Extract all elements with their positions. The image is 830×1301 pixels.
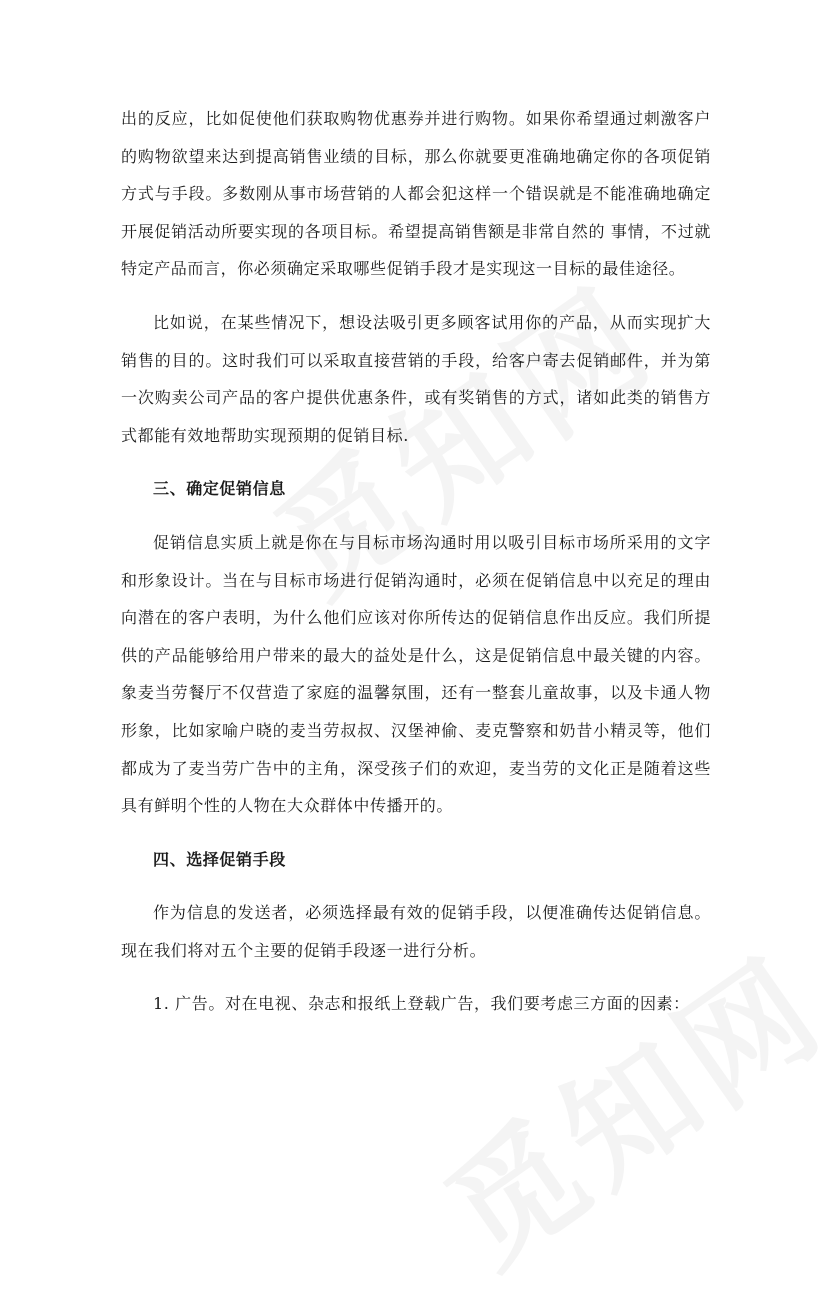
paragraph: 促销信息实质上就是你在与目标市场沟通时用以吸引目标市场所采用的文字和形象设计。当在与目标市场进行促销沟通时，必须在促销信息中以充足的理由向潜在的客户表明，为什么他们应该对你所传达的促销信息作出反应。我们所提供的产品能够给用户带来的最大的益处是什么，这是促销信息中最关键的内容。象麦当劳餐厅不仅营造了家庭的温馨氛围，还有一整套儿童故事，以及卡通人物形象，比如家喻户晓的麦当劳叔叔、汉堡神偷、麦克警察和奶昔小精灵等，他们都成为了麦当劳广告中的主角，深受孩子们的欢迎，麦当劳的文化正是随着这些具有鲜明个性的人物在大众群体中传播开的。 [121,532,711,816]
section-heading: 四、选择促销手段 [153,849,286,869]
paragraph: 1. 广告。对在电视、杂志和报纸上登载广告，我们要考虑三方面的因素： [153,994,690,1014]
paragraph: 比如说，在某些情况下，想设法吸引更多顾客试用你的产品，从而实现扩大销售的目的。这时我们可以采取直接营销的手段，给客户寄去促销邮件，并为第一次购卖公司产品的客户提供优惠条件，或有奖销售的方式，诸如此类的销售方式都能有效地帮助实现预期的促销目标. [121,312,711,445]
paragraph: 作为信息的发送者，必须选择最有效的促销手段，以便准确传达促销信息。现在我们将对五个主要的促销手段逐一进行分析。 [121,903,711,960]
paragraph: 出的反应，比如促使他们获取购物优惠券并进行购物。如果你希望通过刺激客户的购物欲望来达到提高销售业绩的目标，那么你就要更准确地确定你的各项促销方式与手段。多数刚从事市场营销的人都会犯这样一个错误就是不能准确地确定开展促销活动所要实现的各项目标。希望提高销售额是非常自然的 事情，不过就特定产品而言，你必须确定采取哪些促销手段才是实现这一目标的最佳途径。 [121,109,711,279]
section-heading: 三、确定促销信息 [153,479,286,499]
document-body [121,100,711,1023]
